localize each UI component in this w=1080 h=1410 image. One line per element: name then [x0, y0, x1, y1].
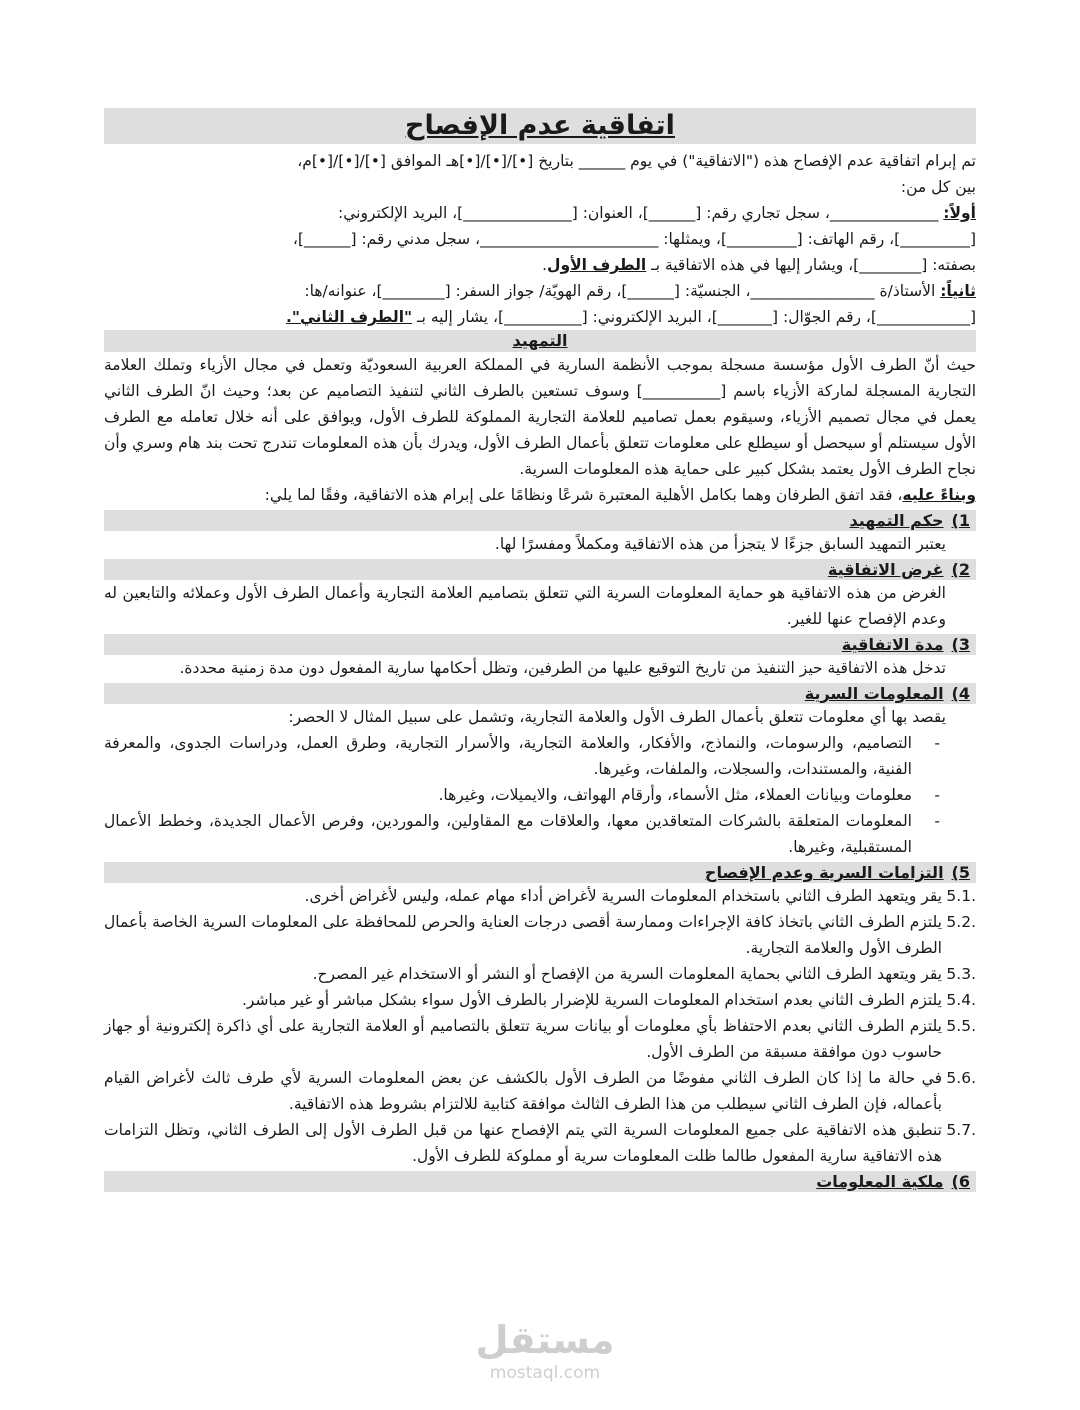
party-one-line-1 [104, 200, 976, 226]
section-2-number: 2) [951, 560, 970, 579]
clause-item [104, 961, 976, 987]
clause-text: يقر ويتعهد الطرف الثاني بحماية المعلومات السرية من الإفصاح أو النشر أو الاستخدام غير المصرح. [312, 965, 942, 983]
section-2-body: الغرض من هذه الاتفاقية هو حماية المعلومات السرية التي تتعلق بتصاميم العلامة التجارية وأعمال الطرف الأول وعملائه والتابعين له وعدم الإفصاح عنها للغير. [104, 584, 946, 628]
preamble-agreement-line [104, 482, 976, 508]
party-two-designation: "الطرف الثاني". [286, 308, 413, 326]
section-2 [104, 559, 976, 632]
section-3 [104, 634, 976, 681]
watermark-latin: mostaql.com [489, 1363, 601, 1383]
party-two-label: ثانياً: [940, 282, 976, 300]
section-5-number: 5) [951, 863, 970, 882]
section-5-clauses [104, 883, 976, 1169]
section-3-number: 3) [951, 635, 970, 654]
party-one-line-3 [104, 252, 976, 278]
clause-number: 5.7. [946, 1121, 976, 1139]
party-one-capacity: بصفته: [________]، ويشار إليها في هذه الاتفاقية بـ [646, 256, 976, 274]
preamble-text: حيث أنّ الطرف الأول مؤسسة مسجلة بموجب الأنظمة السارية في المملكة العربية السعوديّة وتعمل في مجال الأزياء وتملك العلامة التجارية المسجلة لماركة الأزياء باسم [__________] وسوف تستعين بالطرف الثاني لتنفيذ التصاميم عن بعد؛ وحيث انّ الطرف الثاني يعمل في مجال تصميم الأزياء، وسيقوم بعمل تصاميم للعلامة التجارية المملوكة للطرف الأول، ويوافق على أنه خلال تعامله مع الطرف الأول سيستلم أو سيحصل أو سيطلع على معلومات تتعلق بأعمال الطرف الأول، ويدرك بأن هذه المعلومات تندرج تحت بند هام وسري وأن نجاح الطرف الأول يعتمد بشكل كبير على حماية هذه المعلومات السرية. [104, 356, 976, 478]
section-4-number: 4) [951, 684, 970, 703]
party-one-details: ______________، سجل تجاري رقم: [______]، العنوان: [______________]، البريد الإلكتروني: [338, 204, 944, 222]
section-1-number: 1) [951, 511, 970, 530]
clause-item [104, 909, 976, 961]
section-6 [104, 1171, 976, 1192]
party-one-designation: الطرف الأول [547, 256, 647, 274]
section-3-body: تدخل هذه الاتفاقية حيز التنفيذ من تاريخ التوقيع عليها من الطرفين، وتظل أحكامها سارية المفعول دون مدة زمنية محددة. [179, 659, 946, 677]
intro-paragraph [104, 148, 976, 200]
clause-number: 5.5. [946, 1017, 976, 1035]
clause-text: يلتزم الطرف الثاني باتخاذ كافة الإجراءات وممارسة أقصى درجات العناية والحرص للمحافظة على المعلومات السرية الخاصة بأعمال الطرف الأول والعلامة التجارية. [104, 913, 942, 957]
agreement-document [104, 108, 976, 1192]
party-one-line-2: [_________]، رقم الهاتف: [_________]، ويمثلها: _______________________، سجل مدني رقم: [______]، [292, 230, 976, 248]
mostaql-watermark [470, 1318, 620, 1398]
section-2-heading [104, 559, 976, 580]
section-4-title: المعلومات السرية [804, 684, 944, 703]
list-item: - معلومات وبيانات العملاء، مثل الأسماء، وأرقام الهواتف، والايميلات، وغيرها. [104, 782, 946, 808]
section-2-title: غرض الاتفاقية [827, 560, 944, 579]
party-two-line-2 [104, 304, 976, 330]
clause-number: 5.1. [946, 887, 976, 905]
party-two-contact: [____________]، رقم الجوّال: [_______]، البريد الإلكتروني: [__________]، يشار إليه بـ [412, 308, 976, 326]
clause-text: في حالة ما إذا كان الطرف الثاني مفوضًا من الطرف الأول بالكشف عن بعض المعلومات السرية لأي طرف ثالث لأغراض القيام بأعماله، فإن الطرف الثاني سيطلب من هذا الطرف الثالث موافقة كتابية للالتزام بشروط هذه الاتفاقية. [104, 1069, 942, 1113]
section-5-title: التزامات السرية وعدم الإفصاح [704, 863, 944, 882]
section-6-heading [104, 1171, 976, 1192]
document-title-bar [104, 108, 976, 144]
section-6-number: 6) [951, 1172, 970, 1191]
clause-text: يلتزم الطرف الثاني بعدم الاحتفاظ بأي معلومات أو بيانات سرية تتعلق بالتصاميم أو العلامة التجارية على أي ذاكرة إلكترونية أو جهاز حاسوب دون موافقة مسبقة من الطرف الأول. [104, 1017, 942, 1061]
preamble-agreed-text: ، فقد اتفق الطرفان وهما بكامل الأهلية المعتبرة شرعًا ونظامًا على إبرام هذه الاتفاقية، وفقًا لما يلي: [264, 486, 903, 504]
party-two-details: الأستاذ/ة ________________، الجنسيّة: [______]، رقم الهويّة/ جواز السفر: [________]، عنوانه/ها: [304, 282, 941, 300]
clause-number: 5.3. [946, 965, 976, 983]
section-5-heading [104, 862, 976, 883]
document-title: اتفاقية عدم الإفصاح [405, 110, 675, 141]
clause-number: 5.6. [946, 1069, 976, 1087]
clause-item [104, 1065, 976, 1117]
clause-item [104, 1013, 976, 1065]
party-two-line-1 [104, 278, 976, 304]
preamble-heading: التمهيد [512, 331, 568, 350]
clause-item [104, 987, 976, 1013]
preamble-paragraph [104, 352, 976, 508]
party-one-block [104, 200, 976, 278]
watermark-arabic: مستقل [475, 1318, 615, 1362]
section-1-heading [104, 510, 976, 531]
section-1-body: يعتبر التمهيد السابق جزءًا لا يتجزأ من هذه الاتفاقية ومكملاً ومفسرًا لها. [494, 535, 946, 553]
party-one-period: . [542, 256, 548, 274]
section-4 [104, 683, 976, 860]
clause-item [104, 883, 976, 909]
clause-text: يلتزم الطرف الثاني بعدم استخدام المعلومات السرية للإضرار بالطرف الأول سواء بشكل مباشر أو غير مباشر. [241, 991, 942, 1009]
confidential-items-list [104, 730, 976, 860]
preamble-heading-bar [104, 330, 976, 352]
section-4-body: يقصد بها أي معلومات تتعلق بأعمال الطرف الأول والعلامة التجارية، وتشمل على سبيل المثال لا الحصر: [288, 708, 946, 726]
section-3-title: مدة الاتفاقية [841, 635, 944, 654]
section-6-title: ملكية المعلومات [816, 1172, 944, 1191]
section-5 [104, 862, 976, 1169]
list-item: - التصاميم، والرسومات، والنماذج، والأفكار، والعلامة التجارية، والأسرار التجارية، وطرق العمل، ودراسات الجدوى، والمعرفة الفنية، والمستندات، والسجلات، والملفات، وغيرها. [104, 730, 946, 782]
clause-text: تنطبق هذه الاتفاقية على جميع المعلومات السرية التي يتم الإفصاح عنها من قبل الطرف الأول إلى الطرف الثاني، وتظل التزامات هذه الاتفاقية سارية المفعول طالما ظلت المعلومات سرية أو مملوكة للطرف الأول. [104, 1121, 942, 1165]
clause-text: يقر ويتعهد الطرف الثاني باستخدام المعلومات السرية لأغراض أداء مهام عمله، وليس لأغراض أخرى. [304, 887, 942, 905]
clause-number: 5.4. [946, 991, 976, 1009]
section-1-title: حكم التمهيد [849, 511, 944, 530]
intro-line-1: تم إبرام اتفاقية عدم الإفصاح هذه ("الاتفاقية") في يوم ______ بتاريخ [•]/[•]/[•]هـ الموافق [•]/[•]/[•]م، [297, 152, 976, 170]
section-4-heading [104, 683, 976, 704]
list-item: - المعلومات المتعلقة بالشركات المتعاقدين معها، والعلاقات مع المقاولين، والموردين، وفرص الأعمال الجديدة، وخطط الأعمال المستقبلية، وغيرها. [104, 808, 946, 860]
preamble-agreed-bold: وبناءً عليه [902, 486, 976, 504]
intro-line-2: بين كل من: [900, 178, 976, 196]
clause-item [104, 1117, 976, 1169]
party-two-block [104, 278, 976, 330]
clause-number: 5.2. [946, 913, 976, 931]
party-one-label: أولاً: [943, 204, 976, 222]
section-1 [104, 510, 976, 557]
section-3-heading [104, 634, 976, 655]
